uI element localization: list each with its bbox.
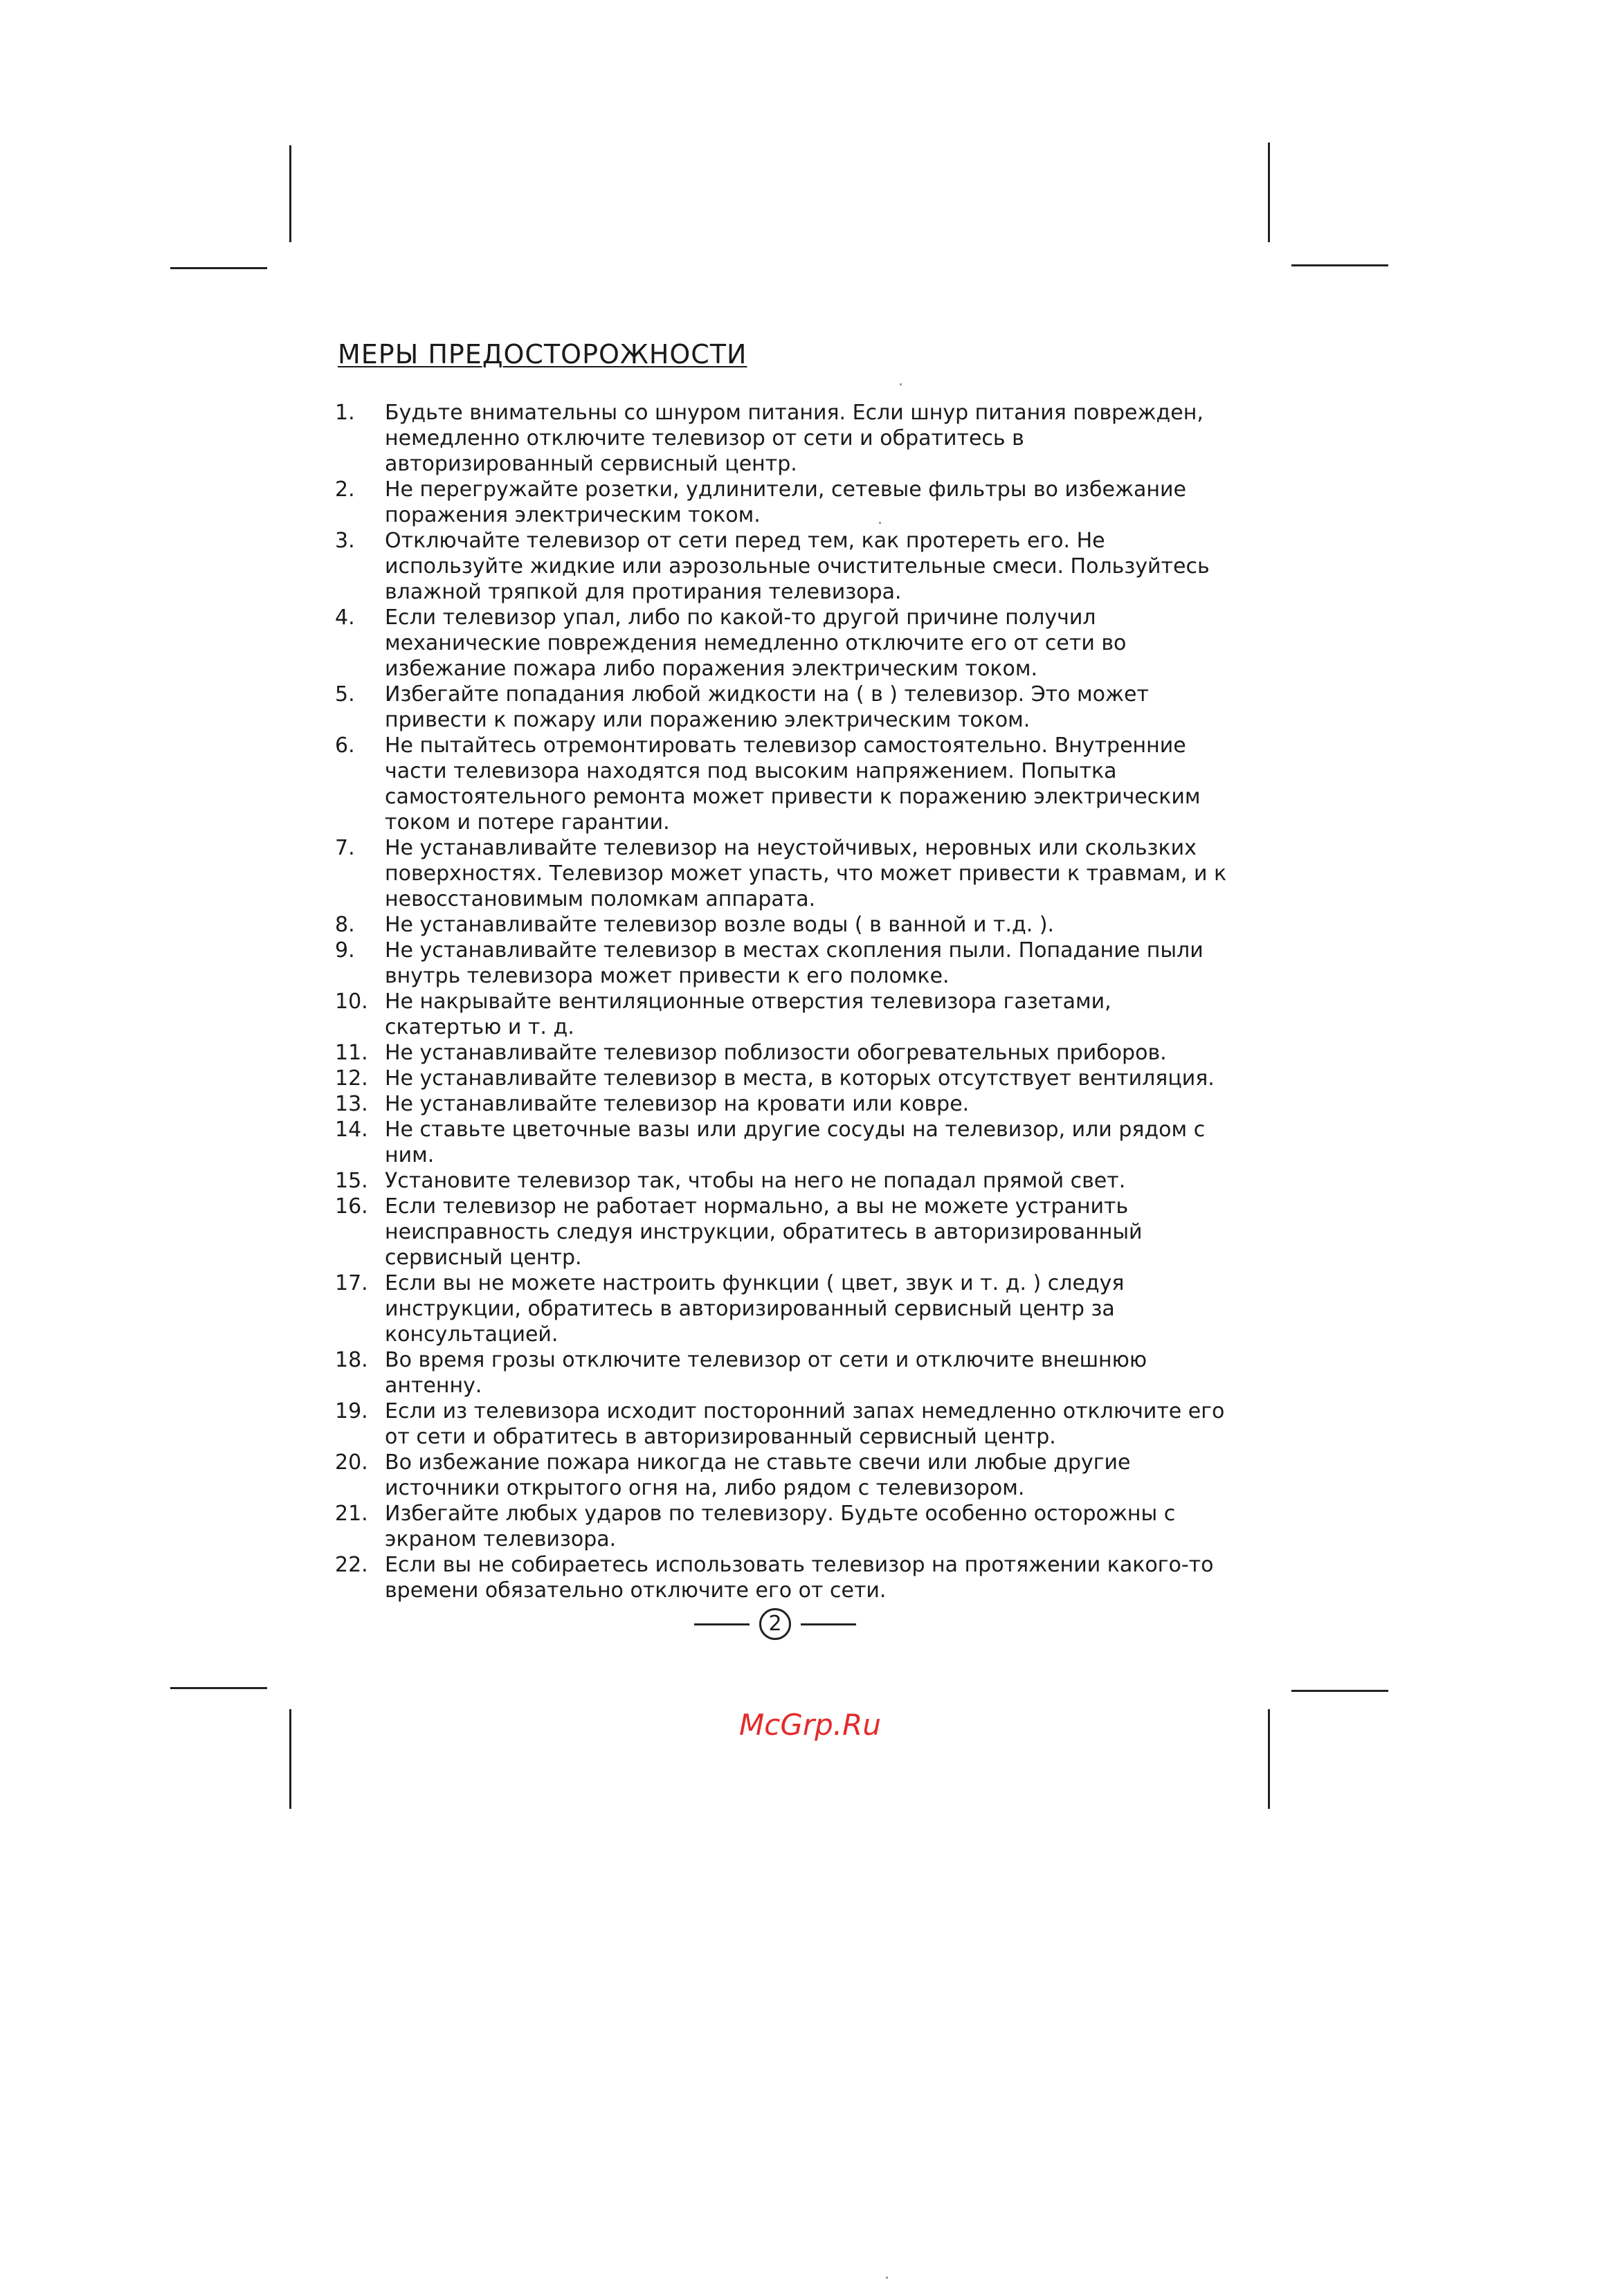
- list-item-text: Не устанавливайте телевизор поблизости обогревательных приборов.: [385, 1041, 1167, 1065]
- list-item: [335, 1168, 1228, 1194]
- list-item-number: 20.: [335, 1450, 368, 1475]
- crop-mark-bottom-right-vertical: [1268, 1709, 1270, 1809]
- list-item: [335, 477, 1228, 528]
- list-item-number: 16.: [335, 1194, 368, 1219]
- page-number: [692, 1607, 858, 1641]
- list-item-number: 12.: [335, 1066, 368, 1091]
- list-item-text: Если из телевизора исходит посторонний запах немедленно отключите его от сети и обратитесь в авторизированный сервисный центр.: [385, 1399, 1225, 1449]
- list-item: [335, 1117, 1228, 1168]
- list-item: [335, 605, 1228, 682]
- list-item: [335, 1347, 1228, 1398]
- list-item-number: 3.: [335, 529, 355, 553]
- list-item: [335, 1450, 1228, 1501]
- list-item-text: Не устанавливайте телевизор на кровати или ковре.: [385, 1092, 970, 1116]
- list-item-number: 21.: [335, 1502, 368, 1526]
- list-item-number: 13.: [335, 1092, 368, 1116]
- list-item-text: Избегайте любых ударов по телевизору. Будьте особенно осторожны с экраном телевизора.: [385, 1502, 1176, 1551]
- list-item-number: 15.: [335, 1169, 368, 1193]
- list-item-number: 11.: [335, 1041, 368, 1065]
- list-item: [335, 938, 1228, 989]
- list-item-number: 6.: [335, 734, 355, 758]
- list-item-number: 9.: [335, 938, 355, 963]
- list-item: [335, 1501, 1228, 1552]
- list-item-text: Если вы не собираетесь использовать телевизор на протяжении какого-то времени обязательно отключите его от сети.: [385, 1553, 1214, 1603]
- list-item: [335, 1194, 1228, 1270]
- list-item-text: Во время грозы отключите телевизор от сети и отключите внешнюю антенну.: [385, 1348, 1147, 1398]
- list-item-text: Не устанавливайте телевизор на неустойчивых, неровных или скользких поверхностях. Телевизор может упасть, что может привести к травмам, и к невосстановимым поломкам аппарата.: [385, 836, 1227, 911]
- list-item: [335, 1040, 1228, 1066]
- list-item-number: 10.: [335, 990, 368, 1014]
- page-title: МЕРЫ ПРЕДОСТОРОЖНОСТИ: [338, 339, 747, 370]
- list-item-number: 19.: [335, 1399, 368, 1423]
- crop-mark-top-left-horizontal: [170, 267, 267, 269]
- list-item: [335, 989, 1228, 1040]
- crop-mark-bottom-left-vertical: [289, 1709, 291, 1809]
- list-item-text: Установите телевизор так, чтобы на него не попадал прямой свет.: [385, 1169, 1126, 1193]
- list-item-number: 22.: [335, 1553, 368, 1577]
- list-item-number: 18.: [335, 1348, 368, 1372]
- list-item-text: Не перегружайте розетки, удлинители, сетевые фильтры во избежание поражения электрическим током.: [385, 477, 1186, 527]
- list-item-text: Не пытайтесь отремонтировать телевизор самостоятельно. Внутренние части телевизора находятся под высоким напряжением. Попытка самостоятельного ремонта может привести к поражению электрическим током и потере гарантии.: [385, 734, 1201, 835]
- list-item-number: 1.: [335, 401, 355, 425]
- list-item: [335, 400, 1228, 477]
- list-item-text: Если телевизор не работает нормально, а вы не можете устранить неисправность следуя инструкции, обратитесь в авторизированный сервисный центр.: [385, 1194, 1143, 1270]
- list-item-text: Не устанавливайте телевизор возле воды ( в ванной и т.д. ).: [385, 913, 1055, 937]
- page-number-value: 2: [768, 1612, 782, 1636]
- list-item: [335, 912, 1228, 938]
- page-number-left-rule: [694, 1623, 750, 1625]
- list-item-number: 7.: [335, 836, 355, 860]
- list-item-text: Не накрывайте вентиляционные отверстия телевизора газетами, скатертью и т. д.: [385, 990, 1111, 1039]
- list-item-text: Не устанавливайте телевизор в места, в которых отсутствует вентиляция.: [385, 1066, 1215, 1091]
- list-item: [335, 528, 1228, 605]
- precautions-list: [335, 400, 1228, 1603]
- watermark: McGrp.Ru: [739, 1708, 881, 1742]
- list-item-text: Отключайте телевизор от сети перед тем, как протереть его. Не используйте жидкие или аэрозольные очистительные смеси. Пользуйтесь влажной тряпкой для протирания телевизора.: [385, 529, 1210, 604]
- list-item-text: Будьте внимательны со шнуром питания. Если шнур питания поврежден, немедленно отключите телевизор от сети и обратитесь в авторизированный сервисный центр.: [385, 401, 1204, 476]
- page-number-circle: [759, 1608, 791, 1640]
- list-item: [335, 835, 1228, 912]
- crop-mark-top-right-vertical: [1268, 143, 1270, 242]
- list-item-number: 4.: [335, 605, 355, 630]
- list-item: [335, 1270, 1228, 1347]
- list-item-number: 2.: [335, 477, 355, 502]
- list-item: [335, 682, 1228, 733]
- page-number-right-rule: [801, 1623, 856, 1625]
- list-item-text: Не ставьте цветочные вазы или другие сосуды на телевизор, или рядом с ним.: [385, 1118, 1206, 1167]
- list-item-text: Если вы не можете настроить функции ( цвет, звук и т. д. ) следуя инструкции, обратитесь в авторизированный сервисный центр за консультацией.: [385, 1271, 1125, 1347]
- list-item: [335, 1066, 1228, 1091]
- list-item: [335, 733, 1228, 835]
- crop-mark-bottom-right-horizontal: [1291, 1690, 1388, 1692]
- list-item-text: Избегайте попадания любой жидкости на ( в ) телевизор. Это может привести к пожару или поражению электрическим током.: [385, 682, 1149, 732]
- scan-speck: [886, 2277, 888, 2279]
- list-item-number: 17.: [335, 1271, 368, 1295]
- crop-mark-top-right-horizontal: [1291, 264, 1388, 266]
- list-item: [335, 1091, 1228, 1117]
- list-item-number: 8.: [335, 913, 355, 937]
- scan-speck: [900, 383, 902, 385]
- list-item-number: 14.: [335, 1118, 368, 1142]
- list-item: [335, 1552, 1228, 1603]
- list-item-text: Если телевизор упал, либо по какой-то другой причине получил механические повреждения немедленно отключите его от сети во избежание пожара либо поражения электрическим током.: [385, 605, 1127, 681]
- list-item: [335, 1398, 1228, 1450]
- crop-mark-bottom-left-horizontal: [170, 1687, 267, 1689]
- crop-mark-top-left-vertical: [289, 145, 291, 242]
- list-item-text: Во избежание пожара никогда не ставьте свечи или любые другие источники открытого огня на, либо рядом с телевизором.: [385, 1450, 1131, 1500]
- list-item-number: 5.: [335, 682, 355, 707]
- list-item-text: Не устанавливайте телевизор в местах скопления пыли. Попадание пыли внутрь телевизора может привести к его поломке.: [385, 938, 1204, 988]
